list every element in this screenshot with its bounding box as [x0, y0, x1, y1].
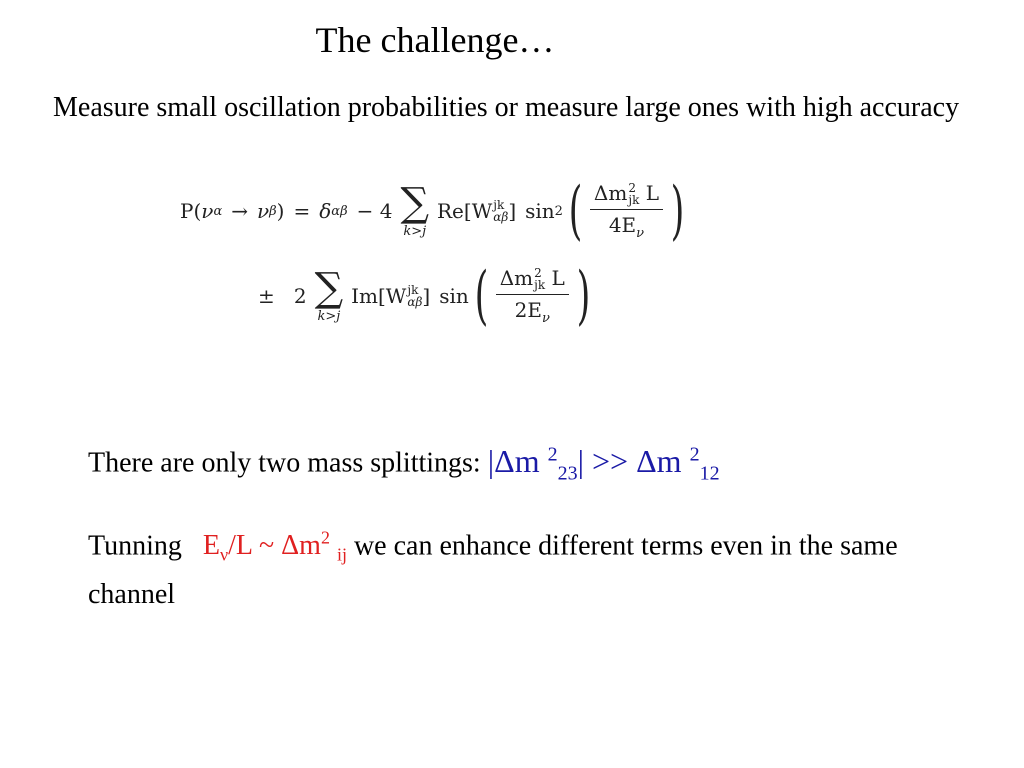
tuning-word: Tunning	[88, 530, 182, 562]
formula-sin: sin	[525, 199, 555, 223]
splits-relation: |Δm $^2_{23}$| >> Δm $^2_{12}$	[487, 442, 720, 485]
formula-minus-four: − 4	[356, 199, 393, 223]
formula-nu-beta: ν	[256, 199, 270, 223]
formula-beta-sub: β	[269, 203, 277, 219]
formula-alpha-sub: α	[213, 203, 223, 219]
slide-title: The challenge…	[315, 20, 555, 60]
formula-re-w: Re[W	[437, 199, 493, 223]
formula-line-2	[258, 255, 596, 337]
right-paren-2: )	[576, 259, 591, 333]
formula-sin-power: 2	[554, 203, 563, 219]
formula-P: P(	[180, 199, 202, 223]
mass-splittings-line	[88, 434, 968, 493]
formula-line-1	[180, 170, 690, 252]
w-indices: jk αβ	[493, 198, 509, 224]
formula-delta-sub: αβ	[331, 203, 348, 219]
formula-sin-2: sin	[439, 284, 469, 308]
splits-prefix: There are only two mass splittings:	[88, 447, 488, 479]
tuning-rest: we can enhance different terms even in the same channel	[88, 530, 898, 610]
formula-nu-alpha: ν	[201, 199, 214, 223]
fraction-4E: Δm 2 jk L $4E_\nu$	[590, 181, 663, 242]
sum-limit: k>j	[403, 224, 427, 239]
left-paren: (	[568, 174, 583, 248]
formula-equals: =	[293, 199, 311, 223]
formula-delta: δ	[319, 199, 332, 223]
sum-symbol: ∑ k>j	[400, 180, 429, 239]
formula-bracket-2: ]	[422, 284, 431, 308]
formula-im-w: Im[W	[351, 284, 407, 308]
tuning-paragraph	[88, 518, 968, 615]
fraction-2E: Δm 2 jk L $2E_\nu$	[496, 266, 569, 327]
w-indices-2: jk αβ	[407, 283, 423, 309]
formula-close-paren: )	[276, 199, 285, 223]
formula-arrow: →	[231, 199, 248, 223]
left-paren-2: (	[474, 259, 489, 333]
intro-text: Measure small oscillation probabilities or measure large ones with high accuracy	[53, 92, 960, 123]
right-paren: )	[670, 174, 685, 248]
formula-pm-two: ± 2	[258, 284, 307, 308]
formula-bracket: ]	[508, 199, 517, 223]
sum-symbol-2: ∑ k>j	[314, 265, 344, 324]
tuning-condition: $E_\nu/L$ ~ $\Delta m^2$ $_{ij}$	[202, 528, 347, 565]
